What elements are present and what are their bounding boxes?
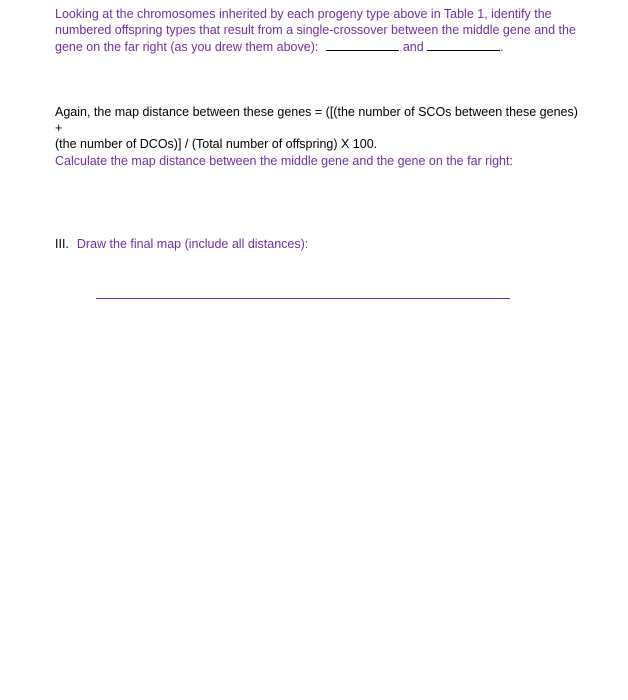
section-3-number: III. — [55, 237, 69, 251]
question-2 — [55, 153, 585, 169]
question-1-line-1: Looking at the chromosomes inherited by each progeny type above in Table 1, identify the — [55, 7, 552, 21]
formula-line-1: Again, the map distance between these genes = ([(the number of SCOs between these genes) + — [55, 105, 578, 135]
question-1-line-3: gene on the far right (as you drew them above): — [55, 40, 319, 54]
answer-blank-2[interactable] — [427, 38, 500, 51]
question-1-connector: and — [402, 40, 424, 54]
final-map-answer-line[interactable] — [96, 298, 510, 299]
section-3-title: Draw the final map (include all distances): — [76, 237, 309, 251]
question-1-end-punct: . — [500, 40, 504, 54]
answer-blank-1[interactable] — [326, 38, 399, 51]
formula-text — [55, 104, 585, 152]
section-3-heading — [55, 236, 585, 252]
question-2-text: Calculate the map distance between the middle gene and the gene on the far right: — [55, 154, 513, 168]
formula-line-2: (the number of DCOs)] / (Total number of offspring) X 100. — [55, 137, 378, 151]
question-1-line-2: numbered offspring types that result from a single-crossover between the middle gene and the — [55, 23, 576, 37]
question-1 — [55, 6, 585, 55]
